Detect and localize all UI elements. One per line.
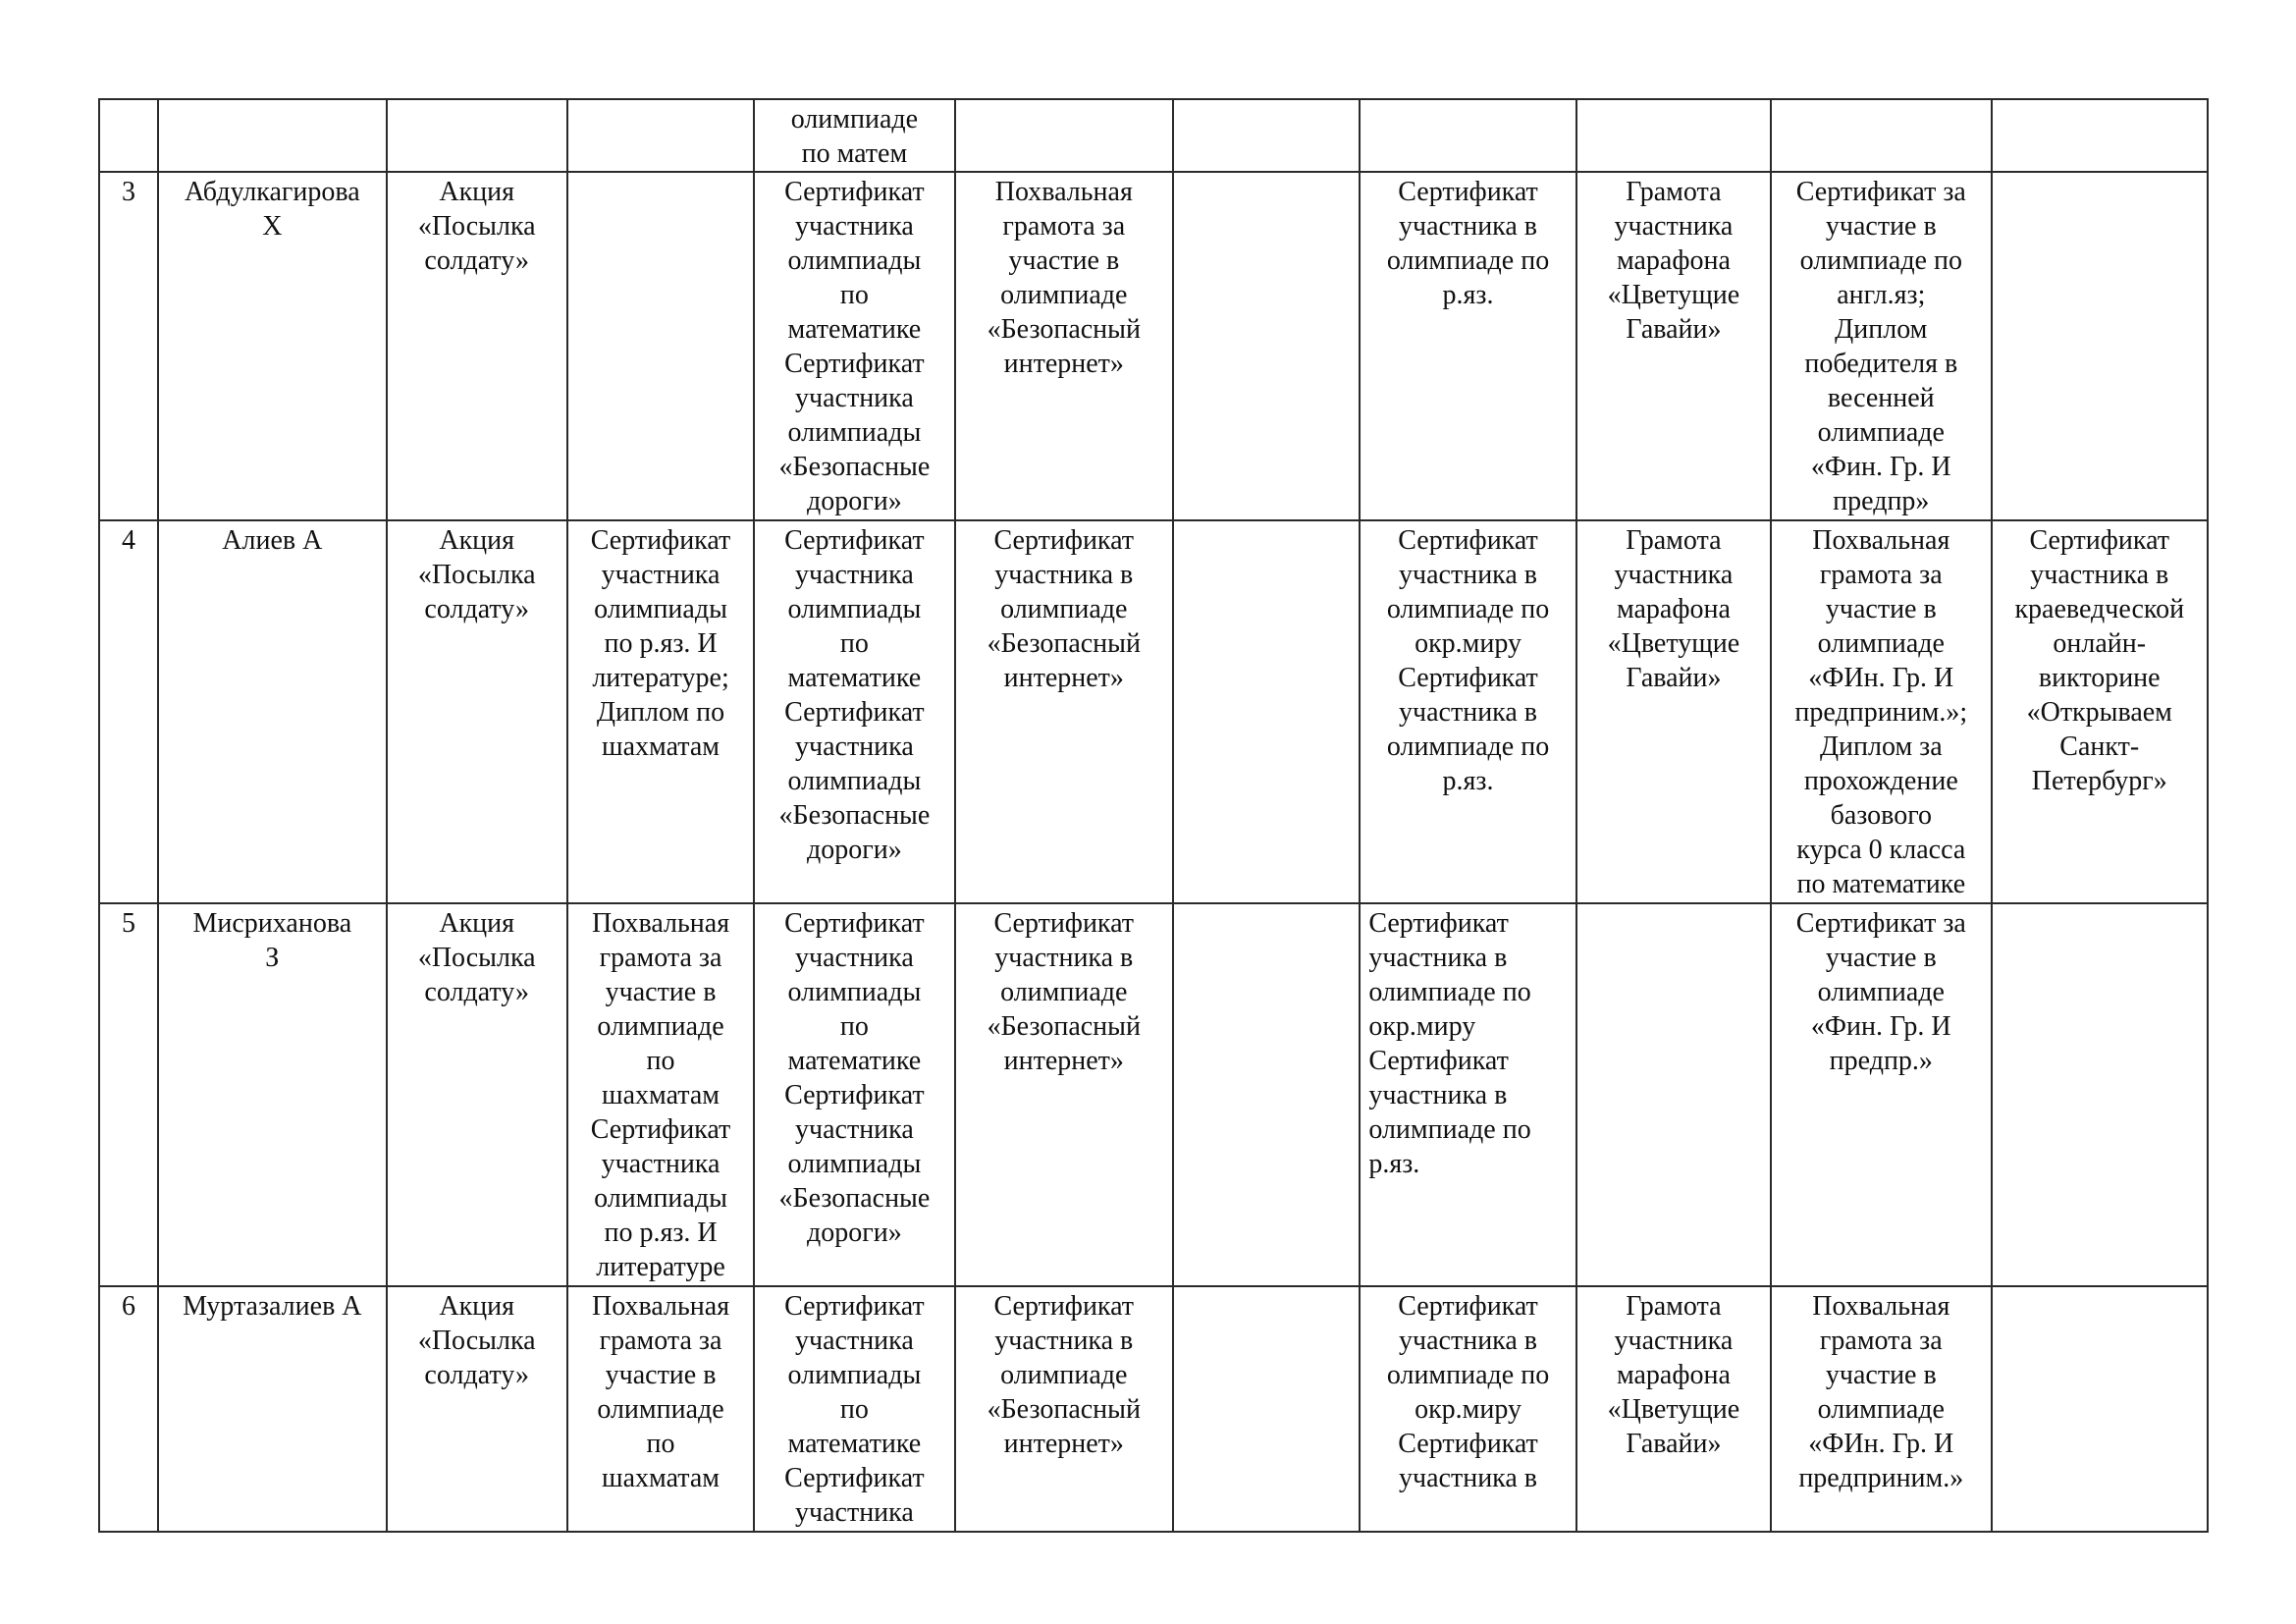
finance-olympiad-cell xyxy=(1771,903,1991,1286)
math-olympiad-cell xyxy=(754,1286,954,1532)
table-row xyxy=(99,172,2208,520)
cell-text: Сертификат участника олимпиады по математике Сертификат участника олимпиады «Безопасные дороги» xyxy=(778,525,931,865)
cell-text xyxy=(1368,100,1567,102)
campaign-cell xyxy=(387,172,567,520)
empty-column-cell xyxy=(1173,99,1360,172)
cell-text xyxy=(1585,904,1762,906)
table-body xyxy=(99,99,2208,1532)
cell-text: олимпиаде по матем xyxy=(790,104,919,169)
internet-safety-cell xyxy=(955,520,1173,903)
table-row xyxy=(99,1286,2208,1532)
internet-safety-cell xyxy=(955,172,1173,520)
internet-safety-cell xyxy=(955,99,1173,172)
russian-literature-cell xyxy=(567,172,754,520)
cell-text: Похвальная грамота за участие в олимпиаде по шахматам xyxy=(591,1291,730,1493)
cell-text xyxy=(576,100,745,102)
internet-safety-cell xyxy=(955,903,1173,1286)
cell-text xyxy=(396,100,559,102)
world-russian-olympiad-cell xyxy=(1360,172,1575,520)
row-number-cell xyxy=(99,903,158,1286)
cell-text: Акция «Посылка солдату» xyxy=(417,525,536,624)
cell-text xyxy=(1182,521,1351,523)
russian-literature-cell xyxy=(567,1286,754,1532)
math-olympiad-cell xyxy=(754,99,954,172)
cell-text: 3 xyxy=(122,177,136,207)
row-number-cell xyxy=(99,172,158,520)
row-number-cell xyxy=(99,1286,158,1532)
finance-olympiad-cell xyxy=(1771,172,1991,520)
world-russian-olympiad-cell xyxy=(1360,903,1575,1286)
cell-text: Абдулкагирова Х xyxy=(184,177,360,242)
empty-column-cell xyxy=(1173,903,1360,1286)
table-row xyxy=(99,903,2208,1286)
internet-safety-cell xyxy=(955,1286,1173,1532)
cell-text xyxy=(1182,173,1351,175)
marathon-cell xyxy=(1576,520,1771,903)
cell-text: Сертификат участника в олимпиаде по окр.миру Сертификат участника в олимпиаде по р.яз. xyxy=(1368,908,1531,1179)
cell-text xyxy=(2001,1287,2200,1289)
table-row xyxy=(99,99,2208,172)
finance-olympiad-cell xyxy=(1771,520,1991,903)
cell-text: Сертификат за участие в олимпиаде «Фин. Гр. И предпр.» xyxy=(1795,908,1966,1076)
cell-text xyxy=(576,173,745,175)
world-russian-olympiad-cell xyxy=(1360,520,1575,903)
cell-text: Грамота участника марафона «Цветущие Гавайи» xyxy=(1607,525,1740,693)
campaign-cell xyxy=(387,1286,567,1532)
math-olympiad-cell xyxy=(754,520,954,903)
cell-text: Сертификат участника олимпиады по р.яз. И литературе; Диплом по шахматам xyxy=(590,525,731,762)
cell-text: Сертификат участника в олимпиаде по окр.миру Сертификат участника в xyxy=(1386,1291,1550,1493)
russian-literature-cell xyxy=(567,99,754,172)
local-history-cell xyxy=(1992,1286,2209,1532)
campaign-cell xyxy=(387,520,567,903)
student-name-cell xyxy=(158,903,386,1286)
empty-column-cell xyxy=(1173,1286,1360,1532)
cell-text xyxy=(110,100,147,102)
campaign-cell xyxy=(387,99,567,172)
local-history-cell xyxy=(1992,99,2209,172)
math-olympiad-cell xyxy=(754,172,954,520)
marathon-cell xyxy=(1576,903,1771,1286)
empty-column-cell xyxy=(1173,172,1360,520)
cell-text xyxy=(1585,100,1762,102)
cell-text: Похвальная грамота за участие в олимпиаде «ФИн. Гр. И предприним.»; Диплом за прохождение базового курса 0 класса по математике xyxy=(1794,525,1968,899)
student-name-cell xyxy=(158,99,386,172)
cell-text xyxy=(167,100,377,102)
marathon-cell xyxy=(1576,99,1771,172)
local-history-cell xyxy=(1992,172,2209,520)
row-number-cell xyxy=(99,99,158,172)
empty-column-cell xyxy=(1173,520,1360,903)
cell-text xyxy=(2001,173,2200,175)
cell-text: Похвальная грамота за участие в олимпиаде «Безопасный интернет» xyxy=(987,177,1141,379)
cell-text: Акция «Посылка солдату» xyxy=(417,177,536,276)
marathon-cell xyxy=(1576,172,1771,520)
cell-text: Грамота участника марафона «Цветущие Гавайи» xyxy=(1607,177,1740,345)
cell-text: Сертификат участника в олимпиаде по р.яз. xyxy=(1386,177,1550,310)
cell-text: Сертификат участника в олимпиаде «Безопасный интернет» xyxy=(987,908,1141,1076)
student-name-cell xyxy=(158,172,386,520)
cell-text xyxy=(2001,904,2200,906)
math-olympiad-cell xyxy=(754,903,954,1286)
cell-text: Похвальная грамота за участие в олимпиаде «ФИн. Гр. И предприним.» xyxy=(1798,1291,1964,1493)
finance-olympiad-cell xyxy=(1771,1286,1991,1532)
cell-text xyxy=(1182,100,1351,102)
world-russian-olympiad-cell xyxy=(1360,99,1575,172)
cell-text: Сертификат участника олимпиады по математике Сертификат участника олимпиады «Безопасные дороги» xyxy=(778,908,931,1248)
finance-olympiad-cell xyxy=(1771,99,1991,172)
cell-text: Акция «Посылка солдату» xyxy=(417,908,536,1007)
table-row xyxy=(99,520,2208,903)
local-history-cell xyxy=(1992,520,2209,903)
cell-text: Сертификат участника в олимпиаде по окр.миру Сертификат участника в олимпиаде по р.яз. xyxy=(1386,525,1550,796)
cell-text: Акция «Посылка солдату» xyxy=(417,1291,536,1390)
marathon-cell xyxy=(1576,1286,1771,1532)
campaign-cell xyxy=(387,903,567,1286)
cell-text xyxy=(964,100,1164,102)
cell-text: 4 xyxy=(122,525,136,556)
cell-text: 6 xyxy=(122,1291,136,1322)
cell-text: Грамота участника марафона «Цветущие Гавайи» xyxy=(1607,1291,1740,1459)
cell-text: Сертификат участника в олимпиаде «Безопасный интернет» xyxy=(987,1291,1141,1459)
local-history-cell xyxy=(1992,903,2209,1286)
cell-text xyxy=(2001,100,2200,102)
cell-text xyxy=(1182,904,1351,906)
world-russian-olympiad-cell xyxy=(1360,1286,1575,1532)
cell-text: Сертификат участника олимпиады по математике Сертификат участника xyxy=(784,1291,925,1528)
cell-text: Сертификат за участие в олимпиаде по англ.яз; Диплом победителя в весенней олимпиаде «Фин. Гр. И предпр» xyxy=(1795,177,1966,516)
cell-text: Сертификат участника олимпиады по математике Сертификат участника олимпиады «Безопасные дороги» xyxy=(778,177,931,516)
cell-text: 5 xyxy=(122,908,136,939)
row-number-cell xyxy=(99,520,158,903)
cell-text: Муртазалиев А xyxy=(183,1291,362,1322)
cell-text xyxy=(1182,1287,1351,1289)
russian-literature-cell xyxy=(567,520,754,903)
cell-text: Сертификат участника в олимпиаде «Безопасный интернет» xyxy=(987,525,1141,693)
russian-literature-cell xyxy=(567,903,754,1286)
awards-table xyxy=(98,98,2209,1533)
cell-text: Похвальная грамота за участие в олимпиаде по шахматам Сертификат участника олимпиады по р.яз. И литературе xyxy=(590,908,731,1282)
cell-text xyxy=(1780,100,1982,102)
student-name-cell xyxy=(158,520,386,903)
cell-text: Мисриханова З xyxy=(192,908,352,973)
student-name-cell xyxy=(158,1286,386,1532)
cell-text: Алиев А xyxy=(222,525,323,556)
cell-text: Сертификат участника в краеведческой онлайн- викторине «Открываем Санкт- Петербург» xyxy=(2014,525,2185,796)
